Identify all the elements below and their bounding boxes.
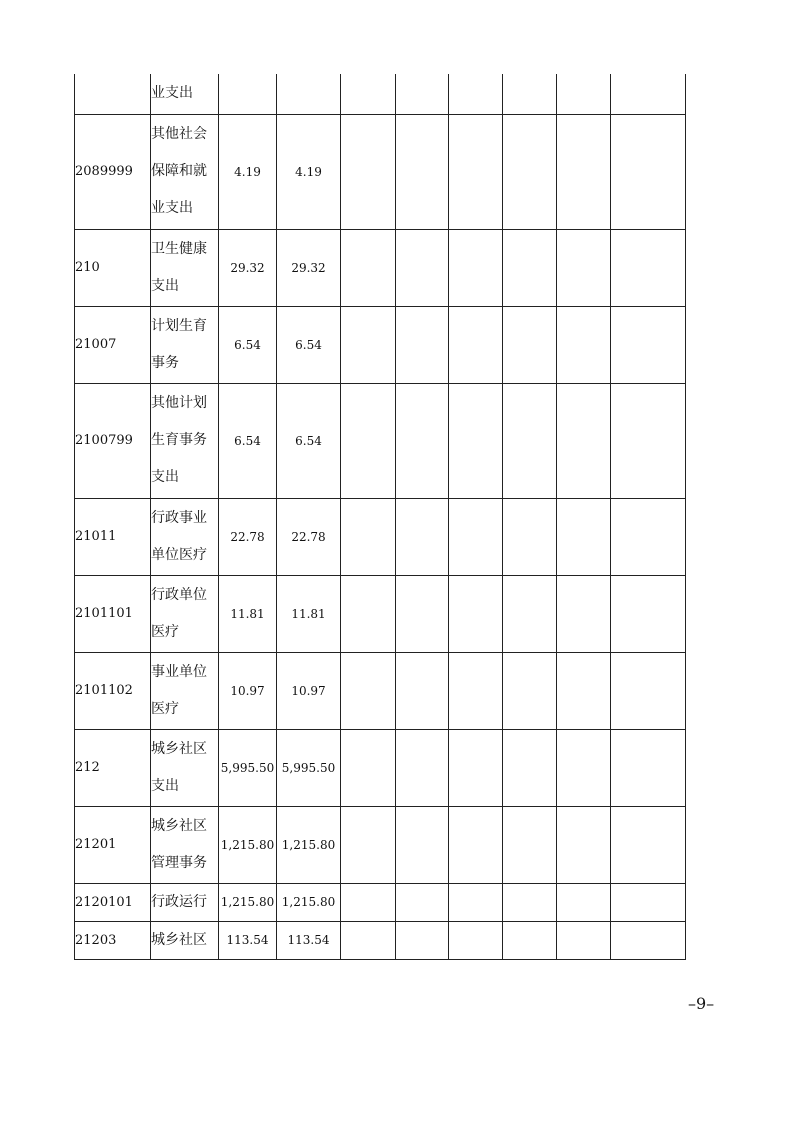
empty-cell [341,114,396,229]
empty-cell [341,383,396,498]
table-row [75,74,686,114]
empty-cell [341,306,396,383]
table-row [75,306,686,383]
empty-cell [396,729,449,806]
subject-name: 其他计划生育事务支出 [151,383,219,498]
subject-name: 城乡社区 [151,921,219,959]
empty-cell [396,921,449,959]
empty-cell [449,498,503,575]
empty-cell [341,806,396,883]
amount-total: 11.81 [219,575,277,652]
empty-cell [557,652,611,729]
amount-total: 10.97 [219,652,277,729]
amount-basic: 6.54 [277,383,341,498]
empty-cell [503,575,557,652]
empty-cell [611,114,686,229]
empty-cell [449,74,503,114]
empty-cell [341,883,396,921]
empty-cell [611,921,686,959]
empty-cell [341,729,396,806]
table-row [75,652,686,729]
empty-cell [396,652,449,729]
amount-total: 22.78 [219,498,277,575]
amount-total: 5,995.50 [219,729,277,806]
subject-name: 行政运行 [151,883,219,921]
table-row [75,114,686,229]
empty-cell [449,806,503,883]
empty-cell [396,498,449,575]
table-row [75,229,686,306]
empty-cell [449,575,503,652]
empty-cell [396,74,449,114]
subject-code: 21007 [75,306,151,383]
empty-cell [611,229,686,306]
table-row [75,575,686,652]
empty-cell [557,383,611,498]
table-row [75,498,686,575]
amount-basic: 29.32 [277,229,341,306]
amount-total: 6.54 [219,306,277,383]
amount-basic: 5,995.50 [277,729,341,806]
subject-code: 21011 [75,498,151,575]
empty-cell [341,575,396,652]
amount-basic [277,74,341,114]
subject-code: 2089999 [75,114,151,229]
empty-cell [503,498,557,575]
empty-cell [611,306,686,383]
empty-cell [503,729,557,806]
page-number: –9– [688,994,715,1013]
subject-code: 21203 [75,921,151,959]
empty-cell [396,383,449,498]
subject-name: 其他社会保障和就业支出 [151,114,219,229]
empty-cell [503,306,557,383]
subject-name: 城乡社区支出 [151,729,219,806]
empty-cell [611,883,686,921]
empty-cell [611,498,686,575]
empty-cell [557,806,611,883]
amount-basic: 113.54 [277,921,341,959]
empty-cell [611,806,686,883]
amount-total: 4.19 [219,114,277,229]
amount-basic: 6.54 [277,306,341,383]
amount-basic: 4.19 [277,114,341,229]
amount-basic: 11.81 [277,575,341,652]
subject-name: 行政事业单位医疗 [151,498,219,575]
empty-cell [341,498,396,575]
table-row [75,383,686,498]
subject-code: 2101101 [75,575,151,652]
empty-cell [611,74,686,114]
amount-basic: 22.78 [277,498,341,575]
empty-cell [557,921,611,959]
empty-cell [449,383,503,498]
empty-cell [611,383,686,498]
empty-cell [503,806,557,883]
amount-total: 1,215.80 [219,883,277,921]
empty-cell [396,229,449,306]
empty-cell [503,652,557,729]
subject-code: 212 [75,729,151,806]
empty-cell [396,306,449,383]
subject-code [75,74,151,114]
empty-cell [557,498,611,575]
empty-cell [557,306,611,383]
empty-cell [503,921,557,959]
empty-cell [557,883,611,921]
subject-code: 2120101 [75,883,151,921]
empty-cell [449,729,503,806]
empty-cell [449,883,503,921]
empty-cell [396,883,449,921]
empty-cell [396,806,449,883]
empty-cell [341,74,396,114]
empty-cell [396,114,449,229]
amount-basic: 1,215.80 [277,883,341,921]
empty-cell [503,114,557,229]
empty-cell [449,921,503,959]
subject-name: 事业单位医疗 [151,652,219,729]
empty-cell [503,74,557,114]
empty-cell [341,229,396,306]
amount-total: 113.54 [219,921,277,959]
table-row [75,921,686,959]
subject-code: 2100799 [75,383,151,498]
subject-name: 城乡社区管理事务 [151,806,219,883]
subject-name: 计划生育事务 [151,306,219,383]
empty-cell [557,575,611,652]
empty-cell [449,229,503,306]
empty-cell [449,114,503,229]
subject-name: 业支出 [151,74,219,114]
empty-cell [449,652,503,729]
empty-cell [557,114,611,229]
empty-cell [341,921,396,959]
amount-total: 1,215.80 [219,806,277,883]
table-row [75,883,686,921]
empty-cell [396,575,449,652]
amount-basic: 10.97 [277,652,341,729]
empty-cell [611,652,686,729]
empty-cell [557,729,611,806]
subject-code: 210 [75,229,151,306]
empty-cell [449,306,503,383]
subject-name: 卫生健康支出 [151,229,219,306]
table-row [75,729,686,806]
empty-cell [341,652,396,729]
empty-cell [557,229,611,306]
subject-name: 行政单位医疗 [151,575,219,652]
empty-cell [611,575,686,652]
amount-total: 6.54 [219,383,277,498]
subject-code: 21201 [75,806,151,883]
budget-table [74,74,686,960]
table-row [75,806,686,883]
empty-cell [557,74,611,114]
empty-cell [503,383,557,498]
amount-total [219,74,277,114]
empty-cell [503,229,557,306]
amount-basic: 1,215.80 [277,806,341,883]
amount-total: 29.32 [219,229,277,306]
empty-cell [503,883,557,921]
empty-cell [611,729,686,806]
subject-code: 2101102 [75,652,151,729]
